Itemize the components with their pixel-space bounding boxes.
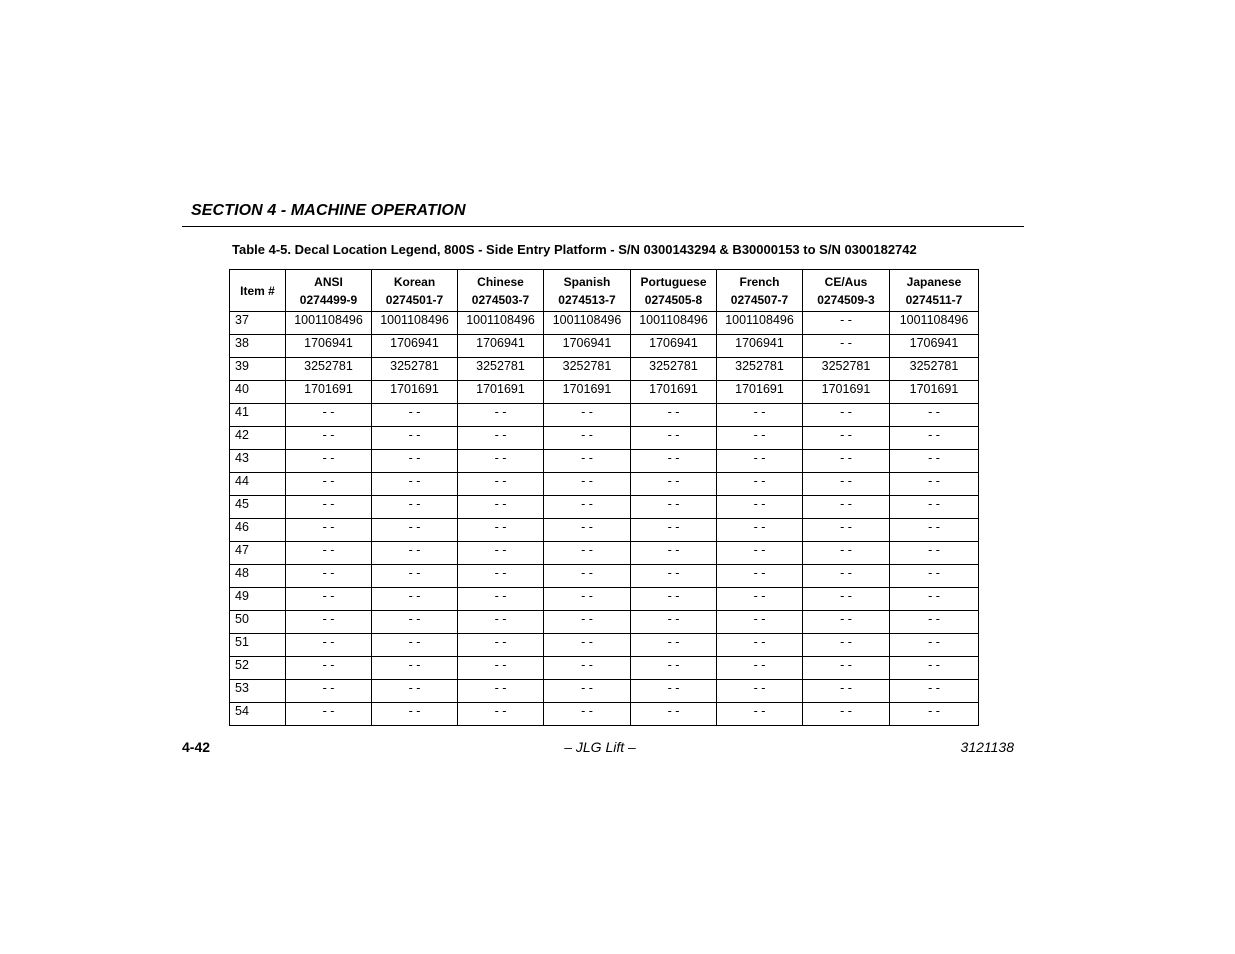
part-number-cell: 1001108496	[631, 312, 717, 335]
part-number-cell: 1706941	[544, 335, 631, 358]
part-number-cell: 1701691	[631, 381, 717, 404]
part-number-cell: - -	[544, 473, 631, 496]
part-number-cell: - -	[372, 611, 458, 634]
part-number-cell: - -	[890, 611, 979, 634]
part-number-cell: - -	[631, 657, 717, 680]
table-row	[230, 404, 979, 427]
part-number-cell: - -	[890, 450, 979, 473]
item-number-cell: 48	[230, 565, 286, 588]
part-number-cell: - -	[803, 565, 890, 588]
header-divider	[182, 226, 1024, 227]
part-number-cell: - -	[544, 588, 631, 611]
part-number-cell: - -	[803, 312, 890, 335]
column-header	[803, 270, 890, 312]
item-number-cell: 38	[230, 335, 286, 358]
column-header-label: Korean	[393, 274, 436, 289]
table-row	[230, 519, 979, 542]
part-number-cell: - -	[803, 519, 890, 542]
column-header	[458, 270, 544, 312]
column-header-part-number: 0274501-7	[385, 292, 444, 307]
table-row	[230, 312, 979, 335]
part-number-cell: - -	[631, 450, 717, 473]
part-number-cell: - -	[286, 473, 372, 496]
part-number-cell: 1706941	[286, 335, 372, 358]
table-row	[230, 703, 979, 726]
part-number-cell: - -	[803, 473, 890, 496]
part-number-cell: - -	[717, 427, 803, 450]
item-number-cell: 49	[230, 588, 286, 611]
part-number-cell: - -	[890, 519, 979, 542]
column-header	[544, 270, 631, 312]
part-number-cell: - -	[286, 496, 372, 519]
part-number-cell: - -	[890, 542, 979, 565]
column-header-label: Japanese	[906, 274, 962, 289]
part-number-cell: - -	[286, 450, 372, 473]
part-number-cell: - -	[544, 565, 631, 588]
part-number-cell: - -	[286, 657, 372, 680]
part-number-cell: 1701691	[372, 381, 458, 404]
part-number-cell: 3252781	[890, 358, 979, 381]
part-number-cell: - -	[458, 542, 544, 565]
part-number-cell: - -	[372, 427, 458, 450]
part-number-cell: - -	[372, 657, 458, 680]
part-number-cell: - -	[890, 657, 979, 680]
decal-legend-table	[229, 269, 979, 726]
table-row	[230, 473, 979, 496]
part-number-cell: - -	[372, 496, 458, 519]
part-number-cell: - -	[286, 427, 372, 450]
item-number-cell: 47	[230, 542, 286, 565]
part-number-cell: - -	[717, 634, 803, 657]
part-number-cell: 1706941	[372, 335, 458, 358]
part-number-cell: - -	[803, 427, 890, 450]
column-header-label: Portuguese	[640, 274, 707, 289]
column-header-part-number: 0274505-8	[644, 292, 703, 307]
table-row	[230, 335, 979, 358]
column-header	[286, 270, 372, 312]
part-number-cell: - -	[458, 588, 544, 611]
part-number-cell: - -	[890, 565, 979, 588]
part-number-cell: - -	[286, 634, 372, 657]
part-number-cell: 3252781	[717, 358, 803, 381]
part-number-cell: - -	[372, 565, 458, 588]
part-number-cell: - -	[286, 703, 372, 726]
table-caption: Table 4-5. Decal Location Legend, 800S - Side Entry Platform - S/N 0300143294 & B30000153 to S/N 0300182742	[232, 242, 917, 257]
part-number-cell: - -	[803, 335, 890, 358]
part-number-cell: 1701691	[286, 381, 372, 404]
part-number-cell: - -	[803, 588, 890, 611]
column-header	[717, 270, 803, 312]
part-number-cell: - -	[717, 680, 803, 703]
column-header	[230, 270, 286, 312]
part-number-cell: - -	[372, 473, 458, 496]
part-number-cell: - -	[286, 611, 372, 634]
item-number-cell: 50	[230, 611, 286, 634]
column-header-label: Chinese	[477, 274, 524, 289]
part-number-cell: - -	[803, 404, 890, 427]
part-number-cell: - -	[717, 703, 803, 726]
part-number-cell: - -	[458, 611, 544, 634]
part-number-cell: - -	[717, 588, 803, 611]
part-number-cell: - -	[717, 611, 803, 634]
table-row	[230, 634, 979, 657]
part-number-cell: 1706941	[631, 335, 717, 358]
part-number-cell: - -	[458, 496, 544, 519]
part-number-cell: - -	[458, 657, 544, 680]
column-header	[372, 270, 458, 312]
column-header-part-number: 0274513-7	[558, 292, 616, 307]
table-row	[230, 565, 979, 588]
part-number-cell: - -	[890, 404, 979, 427]
part-number-cell: - -	[631, 519, 717, 542]
part-number-cell: - -	[458, 565, 544, 588]
item-number-cell: 44	[230, 473, 286, 496]
part-number-cell: - -	[372, 634, 458, 657]
part-number-cell: 1701691	[458, 381, 544, 404]
part-number-cell: - -	[717, 542, 803, 565]
part-number-cell: 1701691	[544, 381, 631, 404]
part-number-cell: - -	[286, 404, 372, 427]
part-number-cell: - -	[544, 519, 631, 542]
part-number-cell: - -	[803, 634, 890, 657]
part-number-cell: - -	[544, 703, 631, 726]
part-number-cell: 3252781	[372, 358, 458, 381]
part-number-cell: - -	[631, 496, 717, 519]
item-number-cell: 41	[230, 404, 286, 427]
part-number-cell: - -	[803, 703, 890, 726]
table-row	[230, 657, 979, 680]
part-number-cell: - -	[544, 542, 631, 565]
table-header-row	[230, 270, 979, 312]
part-number-cell: - -	[890, 703, 979, 726]
part-number-cell: - -	[544, 404, 631, 427]
part-number-cell: 1706941	[717, 335, 803, 358]
part-number-cell: 1701691	[717, 381, 803, 404]
part-number-cell: - -	[803, 450, 890, 473]
part-number-cell: - -	[544, 657, 631, 680]
item-number-cell: 43	[230, 450, 286, 473]
part-number-cell: - -	[631, 542, 717, 565]
item-number-cell: 53	[230, 680, 286, 703]
part-number-cell: 3252781	[803, 358, 890, 381]
item-number-cell: 45	[230, 496, 286, 519]
part-number-cell: - -	[631, 473, 717, 496]
table-row	[230, 611, 979, 634]
column-header-label: Spanish	[563, 274, 611, 289]
part-number-cell: - -	[372, 404, 458, 427]
part-number-cell: 1706941	[890, 335, 979, 358]
table-row	[230, 427, 979, 450]
part-number-cell: - -	[803, 657, 890, 680]
part-number-cell: - -	[544, 496, 631, 519]
page-number: 4-42	[182, 739, 211, 755]
part-number-cell: - -	[631, 703, 717, 726]
part-number-cell: - -	[544, 450, 631, 473]
column-header	[890, 270, 979, 312]
item-number-cell: 51	[230, 634, 286, 657]
part-number-cell: 3252781	[631, 358, 717, 381]
part-number-cell: - -	[890, 496, 979, 519]
item-number-cell: 42	[230, 427, 286, 450]
part-number-cell: - -	[803, 496, 890, 519]
part-number-cell: - -	[458, 473, 544, 496]
part-number-cell: - -	[717, 519, 803, 542]
part-number-cell: - -	[890, 588, 979, 611]
part-number-cell: - -	[631, 634, 717, 657]
column-header-label: ANSI	[314, 274, 343, 289]
part-number-cell: - -	[458, 427, 544, 450]
part-number-cell: - -	[286, 680, 372, 703]
table-body	[230, 312, 979, 726]
part-number-cell: - -	[890, 473, 979, 496]
part-number-cell: 1701691	[890, 381, 979, 404]
part-number-cell: - -	[458, 450, 544, 473]
column-header-part-number: 0274499-9	[299, 292, 358, 307]
part-number-cell: - -	[717, 450, 803, 473]
table-row	[230, 588, 979, 611]
column-header-part-number: 0274507-7	[730, 292, 789, 307]
part-number-cell: 1001108496	[544, 312, 631, 335]
column-header-part-number: 0274509-3	[817, 292, 875, 307]
part-number-cell: - -	[458, 634, 544, 657]
section-title: SECTION 4 - MACHINE OPERATION	[191, 202, 466, 219]
part-number-cell: - -	[372, 680, 458, 703]
table-row	[230, 542, 979, 565]
part-number-cell: - -	[631, 404, 717, 427]
part-number-cell: - -	[372, 542, 458, 565]
footer-brand: – JLG Lift –	[564, 739, 636, 755]
part-number-cell: - -	[890, 427, 979, 450]
part-number-cell: - -	[631, 588, 717, 611]
part-number-cell: - -	[544, 611, 631, 634]
item-number-cell: 52	[230, 657, 286, 680]
part-number-cell: - -	[458, 519, 544, 542]
part-number-cell: 1001108496	[372, 312, 458, 335]
part-number-cell: - -	[717, 404, 803, 427]
part-number-cell: 1001108496	[286, 312, 372, 335]
part-number-cell: 3252781	[544, 358, 631, 381]
item-number-cell: 54	[230, 703, 286, 726]
column-header-label: Item #	[240, 283, 275, 298]
part-number-cell: - -	[890, 634, 979, 657]
document-number: 3121138	[960, 739, 1014, 755]
column-header-part-number: 0274511-7	[905, 292, 963, 307]
part-number-cell: - -	[717, 565, 803, 588]
part-number-cell: - -	[803, 680, 890, 703]
part-number-cell: 1701691	[803, 381, 890, 404]
part-number-cell: - -	[544, 427, 631, 450]
part-number-cell: 1001108496	[458, 312, 544, 335]
part-number-cell: - -	[286, 565, 372, 588]
part-number-cell: 1706941	[458, 335, 544, 358]
part-number-cell: - -	[803, 611, 890, 634]
part-number-cell: - -	[803, 542, 890, 565]
item-number-cell: 40	[230, 381, 286, 404]
part-number-cell: - -	[372, 450, 458, 473]
part-number-cell: - -	[544, 680, 631, 703]
part-number-cell: - -	[717, 657, 803, 680]
part-number-cell: - -	[631, 565, 717, 588]
part-number-cell: - -	[631, 680, 717, 703]
table-row	[230, 358, 979, 381]
part-number-cell: - -	[544, 634, 631, 657]
part-number-cell: - -	[717, 496, 803, 519]
table-row	[230, 680, 979, 703]
item-number-cell: 37	[230, 312, 286, 335]
part-number-cell: - -	[372, 588, 458, 611]
part-number-cell: - -	[458, 404, 544, 427]
item-number-cell: 46	[230, 519, 286, 542]
part-number-cell: - -	[286, 542, 372, 565]
column-header	[631, 270, 717, 312]
part-number-cell: - -	[372, 519, 458, 542]
part-number-cell: - -	[458, 703, 544, 726]
part-number-cell: - -	[631, 427, 717, 450]
table-row	[230, 496, 979, 519]
part-number-cell: 3252781	[286, 358, 372, 381]
item-number-cell: 39	[230, 358, 286, 381]
part-number-cell: - -	[286, 588, 372, 611]
part-number-cell: - -	[631, 611, 717, 634]
part-number-cell: - -	[286, 519, 372, 542]
table-row	[230, 381, 979, 404]
table-row	[230, 450, 979, 473]
column-header-label: CE/Aus	[824, 274, 868, 289]
column-header-part-number: 0274503-7	[471, 292, 530, 307]
part-number-cell: 3252781	[458, 358, 544, 381]
part-number-cell: 1001108496	[890, 312, 979, 335]
part-number-cell: - -	[890, 680, 979, 703]
part-number-cell: - -	[717, 473, 803, 496]
part-number-cell: - -	[372, 703, 458, 726]
part-number-cell: - -	[458, 680, 544, 703]
part-number-cell: 1001108496	[717, 312, 803, 335]
column-header-label: French	[739, 274, 780, 289]
